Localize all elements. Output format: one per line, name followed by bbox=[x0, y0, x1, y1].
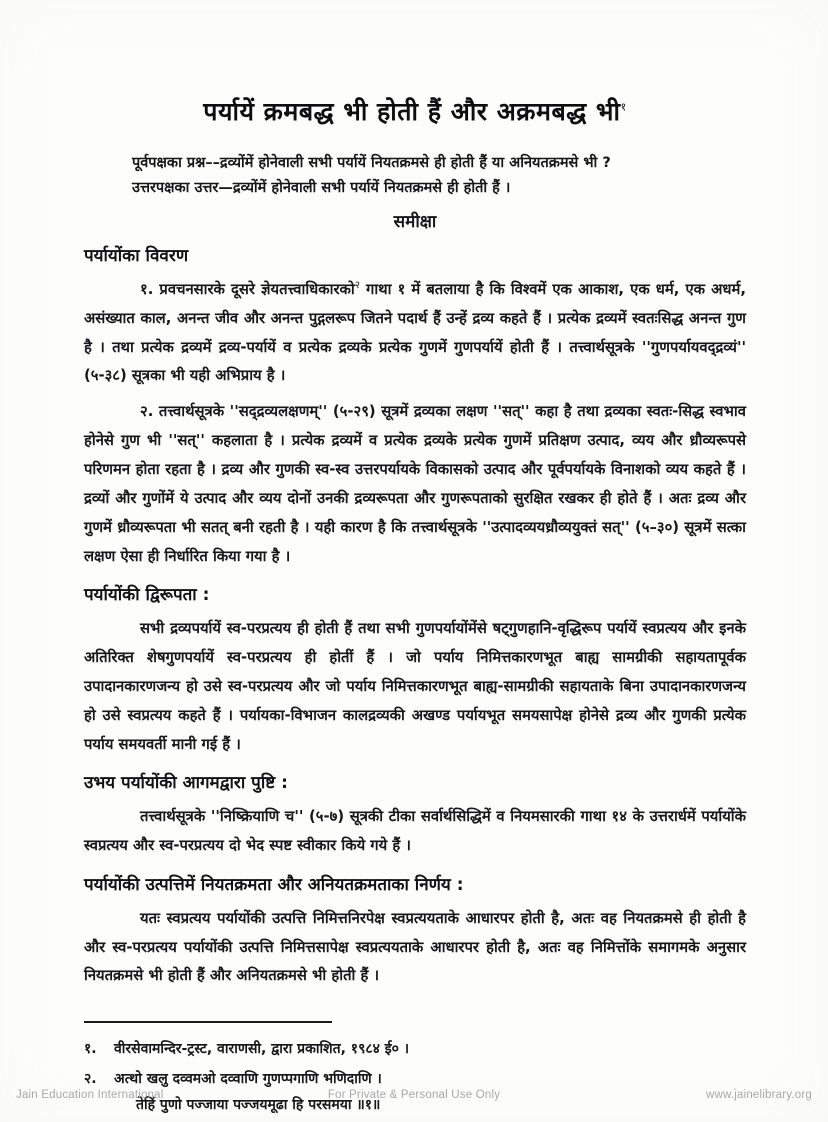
page-content bbox=[84, 0, 746, 1119]
paragraph-1-after-marker: गाथा १ में बतलाया है कि विश्वमें एक आकाश, एक धर्म, एक अधर्म, असंख्यात काल, अनन्त जीव और अनन्त पुद्गलरूप जितने पदार्थ हैं उन्हें द्रव्य कहते हैं । प्रत्येक द्रव्यमें स्वतःसिद्ध अनन्त गुण है । तथा प्रत्येक द्रव्यमें द्रव्य-पर्यायें व प्रत्येक द्रव्यके प्रत्येक गुणमें गुणपर्यायें होती हैं । तत्त्वार्थसूत्रके ''गुणपर्यायवद्द्रव्यं'' (५-३८) सूत्रका भी यही अभिप्राय है । bbox=[84, 280, 746, 385]
question-answer-block bbox=[84, 151, 746, 201]
heading-niyatkramata-nirnay: पर्यायोंकी उत्पत्तिमें नियतक्रमता और अनियतक्रमताका निर्णय : bbox=[84, 874, 464, 895]
footnote-2-line-1: अत्थो खलु दव्वमओ दव्वाणि गुणप्पगाणि भणिदाणि । bbox=[114, 1071, 382, 1088]
footer-center-text: For Private & Personal Use Only bbox=[327, 1089, 501, 1101]
page-title-text: पर्यायें क्रमबद्ध भी होती हैं और अक्रमबद्ध भी bbox=[203, 97, 621, 126]
footnote-item bbox=[84, 1037, 746, 1063]
title-footnote-marker: १ bbox=[620, 100, 627, 114]
footnote-2-number: २. bbox=[84, 1071, 97, 1088]
heading-paryayonka-vivaran: पर्यायोंका विवरण bbox=[84, 246, 189, 267]
paragraph-1-footnote-marker: २ bbox=[354, 280, 360, 291]
footnote-1-number: १. bbox=[84, 1041, 97, 1058]
heading-paryayonki-dvirupata: पर्यायोंकी द्विरूपता : bbox=[84, 585, 210, 606]
paragraph-2: २. तत्त्वार्थसूत्रके ''सद्द्रव्यलक्षणम्'' (५-२९) सूत्रमें द्रव्यका लक्षण ''सत्'' कहा है तथा द्रव्यका स्वतः-सिद्ध स्वभाव होनेसे गुण भी ''सत्'' कहलाता है । प्रत्येक द्रव्यमें व प्रत्येक द्रव्यके प्रत्येक गुणमें प्रतिक्षण उत्पाद, व्यय और ध्रौव्यरूपसे परिणमन होता रहता है । द्रव्य और गुणकी स्व-स्व उत्तरपर्यायके विकासको उत्पाद और पूर्वपर्यायके विनाशको व्यय कहते हैं । द्रव्यों और गुणोंमें ये उत्पाद और व्यय दोनों उनकी द्रव्यरूपता और गुणरूपताको सुरक्षित रखकर ही होते हैं । अतः द्रव्य और गुणमें ध्रौव्यरूपता भी सतत् बनी रहती है । यही कारण है कि तत्त्वार्थसूत्रके ''उत्पादव्ययध्रौव्ययुक्तं सत्'' (५–३०) सूत्रमें सत्का लक्षण ऐसा ही निर्धारित किया गया है । bbox=[84, 403, 746, 565]
paragraph-4: तत्त्वार्थसूत्रके ''निष्क्रियाणि च'' (५-७) सूत्रकी टीका सर्वार्थसिद्धिमें व नियमसारकी गाथा १४ के उत्तरार्धमें पर्यायोंके स्वप्रत्यय और स्व-परप्रत्यय दो भेद स्पष्ट स्वीकार किये गये हैं । bbox=[84, 808, 746, 855]
paragraph-1-before-marker: १. प्रवचनसारके दूसरे ज्ञेयतत्त्वाधिकारको bbox=[140, 280, 355, 298]
uttarapaksha-answer: उत्तरपक्षका उत्तर—द्रव्योंमें होनेवाली सभी पर्यायें नियतक्रमसे ही होती हैं । bbox=[132, 180, 511, 197]
footnotes-block bbox=[84, 1037, 746, 1119]
page-footer bbox=[0, 1084, 828, 1106]
footnote-1-body: वीरसेवामन्दिर-ट्रस्ट, वाराणसी, द्वारा प्रकाशित, १९८४ ई० । bbox=[114, 1041, 410, 1058]
page-title bbox=[84, 0, 746, 127]
paragraph-3: सभी द्रव्यपर्यायें स्व-परप्रत्यय ही होती हैं तथा सभी गुणपर्यायोंमेंसे षट्गुणहानि-वृद्धिरूप पर्यायें स्वप्रत्यय और इनके अतिरिक्त शेषगुणपर्यायें स्व-परप्रत्यय ही होतीं हैं । जो पर्याय निमित्तकारणभूत बाह्य सामग्रीकी सहायतापूर्वक उपादानकारणजन्य हो उसे स्व-परप्रत्यय और जो पर्याय निमित्तकारणभूत बाह्य-सामग्रीकी सहायताके बिना उपादानकारणजन्य हो उसे स्वप्रत्यय कहते हैं । पर्यायका-विभाजन कालद्रव्यकी अखण्ड पर्यायभूत समयसापेक्ष होनेसे द्रव्य और गुणकी प्रत्येक पर्याय समयवर्ती मानी गई हैं । bbox=[84, 620, 746, 753]
samiksha-heading: समीक्षा bbox=[393, 212, 437, 233]
heading-ubhay-paryayonki-agamdwara-pushti: उभय पर्यायोंकी आगमद्वारा पुष्टि : bbox=[84, 773, 288, 794]
paragraph-1 bbox=[84, 276, 746, 391]
footer-left-text: Jain Education International bbox=[16, 1089, 164, 1101]
footnote-separator-rule bbox=[84, 1021, 332, 1023]
footnote-2-line-2: तेहिं पुणो पज्जाया पज्जयमूढा हि परसमया ॥१॥ bbox=[136, 1096, 381, 1113]
footer-link[interactable]: www.jainelibrary.org bbox=[705, 1089, 812, 1101]
purvapaksha-question: पूर्वपक्षका प्रश्न––द्रव्योंमें होनेवाली सभी पर्यायें नियतक्रमसे ही होती हैं या अनियतक्रमसे भी ? bbox=[132, 155, 611, 172]
paragraph-5: यतः स्वप्रत्यय पर्यायोंकी उत्पत्ति निमित्तनिरपेक्ष स्वप्रत्ययताके आधारपर होती है, अतः वह नियतक्रमसे ही होती है और स्व-परप्रत्यय पर्यायोंकी उत्पत्ति निमित्तसापेक्ष स्वप्रत्ययताके आधारपर होती है, अतः वह निमित्तोंके समागमके अनुसार नियतक्रमसे भी होती हैं और अनियतक्रमसे भी होती हैं । bbox=[84, 909, 746, 985]
